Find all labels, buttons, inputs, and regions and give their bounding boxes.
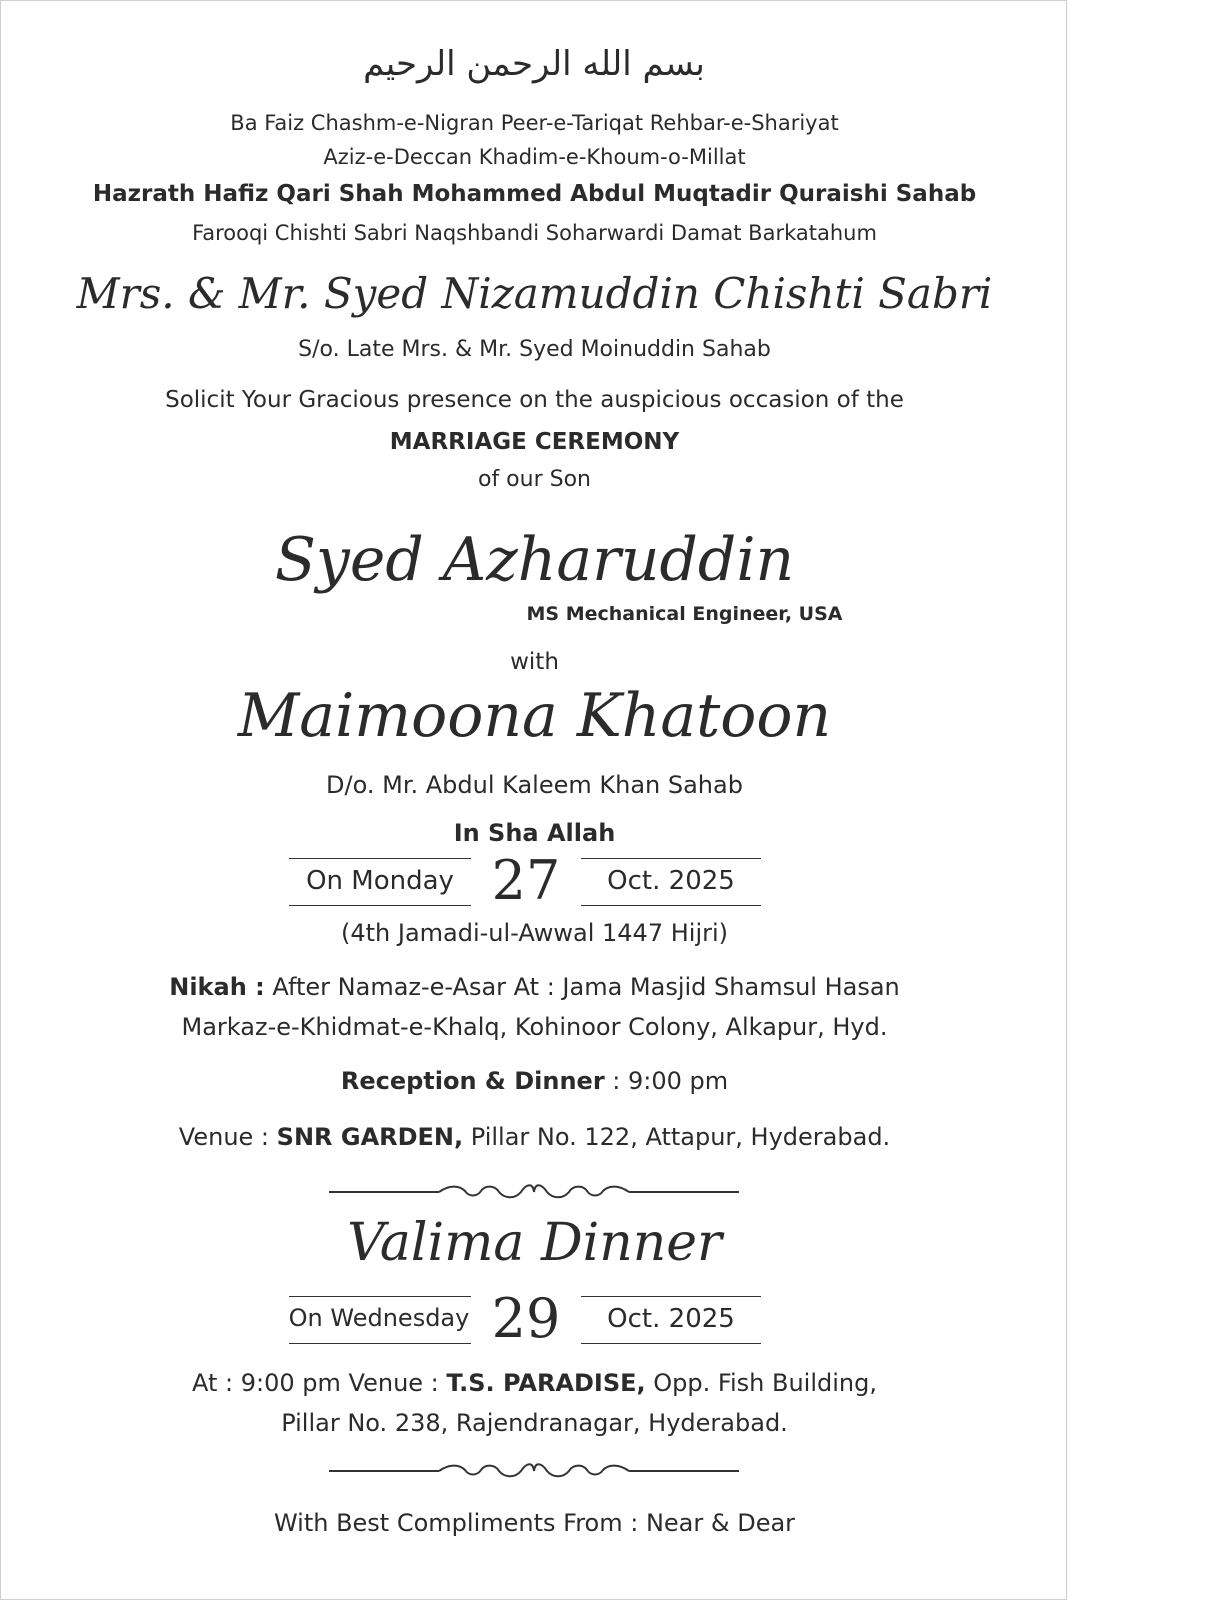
ornament-divider xyxy=(329,1177,739,1207)
nikah-line-2: Markaz-e-Khidmat-e-Khalq, Kohinoor Colony, Alkapur, Hyd. xyxy=(181,1013,888,1041)
valima-date-row xyxy=(281,1287,781,1351)
date-rule-top-left xyxy=(289,858,471,859)
date-rule-top-right xyxy=(581,858,761,859)
wedding-month-year: Oct. 2025 xyxy=(607,866,735,896)
valima-title: Valima Dinner xyxy=(347,1213,722,1273)
of-our-son: of our Son xyxy=(477,467,591,492)
bride-relation: D/o. Mr. Abdul Kaleem Khan Sahab xyxy=(326,771,743,799)
wedding-day: On Monday xyxy=(306,866,454,896)
host-relation: S/o. Late Mrs. & Mr. Syed Moinuddin Sahab xyxy=(298,337,771,362)
valima-prefix: At : 9:00 pm Venue : xyxy=(192,1369,447,1397)
venue-line xyxy=(1,1123,1068,1151)
in-sha-allah: In Sha Allah xyxy=(453,819,616,847)
date-rule-bottom-right xyxy=(581,905,761,906)
solicit-text: Solicit Your Gracious presence on the auspicious occasion of the xyxy=(165,387,904,413)
hijri-date: (4th Jamadi-ul-Awwal 1447 Hijri) xyxy=(340,919,729,947)
nikah-label: Nikah : xyxy=(169,973,265,1001)
date-rule-bottom-left xyxy=(289,905,471,906)
reception-label: Reception & Dinner xyxy=(340,1067,605,1095)
valima-rule-top-right xyxy=(581,1296,761,1297)
wedding-date-number: 27 xyxy=(491,849,561,912)
with-text: with xyxy=(510,649,559,675)
bismillah-calligraphy xyxy=(363,27,705,97)
valima-rule-bottom-left xyxy=(289,1343,471,1344)
nikah-details: After Namaz-e-Asar At : Jama Masjid Shamsul Hasan xyxy=(272,973,900,1001)
valima-venue-address: Opp. Fish Building, xyxy=(645,1369,877,1397)
wedding-date-row xyxy=(281,849,781,913)
valima-venue-line-2: Pillar No. 238, Rajendranagar, Hyderabad. xyxy=(281,1409,788,1437)
compliments-line: With Best Compliments From : Near & Dear xyxy=(273,1509,796,1537)
venue-name: SNR GARDEN, xyxy=(276,1123,464,1151)
bride-name: Maimoona Khatoon xyxy=(237,681,832,751)
valima-month-year: Oct. 2025 xyxy=(607,1304,735,1334)
blessing-line-3: Hazrath Hafiz Qari Shah Mohammed Abdul Muqtadir Quraishi Sahab xyxy=(92,181,977,207)
valima-rule-bottom-right xyxy=(581,1343,761,1344)
valima-date-number: 29 xyxy=(491,1287,561,1350)
reception-time: : 9:00 pm xyxy=(604,1067,729,1095)
venue-address: Pillar No. 122, Attapur, Hyderabad. xyxy=(463,1123,891,1151)
valima-day: On Wednesday xyxy=(288,1304,470,1332)
host-name: Mrs. & Mr. Syed Nizamuddin Chishti Sabri xyxy=(76,269,993,318)
ornament-divider-bottom xyxy=(329,1456,739,1486)
nikah-line-1 xyxy=(1,973,1068,1001)
blessing-line-1: Ba Faiz Chashm-e-Nigran Peer-e-Tariqat Rehbar-e-Shariyat xyxy=(230,111,839,135)
valima-rule-top-left xyxy=(289,1296,471,1297)
groom-name: Syed Azharuddin xyxy=(274,525,795,595)
ceremony-title: MARRIAGE CEREMONY xyxy=(389,429,680,455)
venue-label: Venue : xyxy=(178,1123,277,1151)
valima-venue-line-1 xyxy=(1,1369,1068,1397)
blessing-line-2: Aziz-e-Deccan Khadim-e-Khoum-o-Millat xyxy=(323,145,746,169)
bismillah-text: بسم الله الرحمن الرحيم xyxy=(363,44,705,84)
valima-venue-name: T.S. PARADISE, xyxy=(446,1369,646,1397)
blessing-line-4: Farooqi Chishti Sabri Naqshbandi Soharwardi Damat Barkatahum xyxy=(192,221,877,245)
groom-qualification: MS Mechanical Engineer, USA xyxy=(526,603,843,625)
reception-line xyxy=(1,1067,1068,1095)
